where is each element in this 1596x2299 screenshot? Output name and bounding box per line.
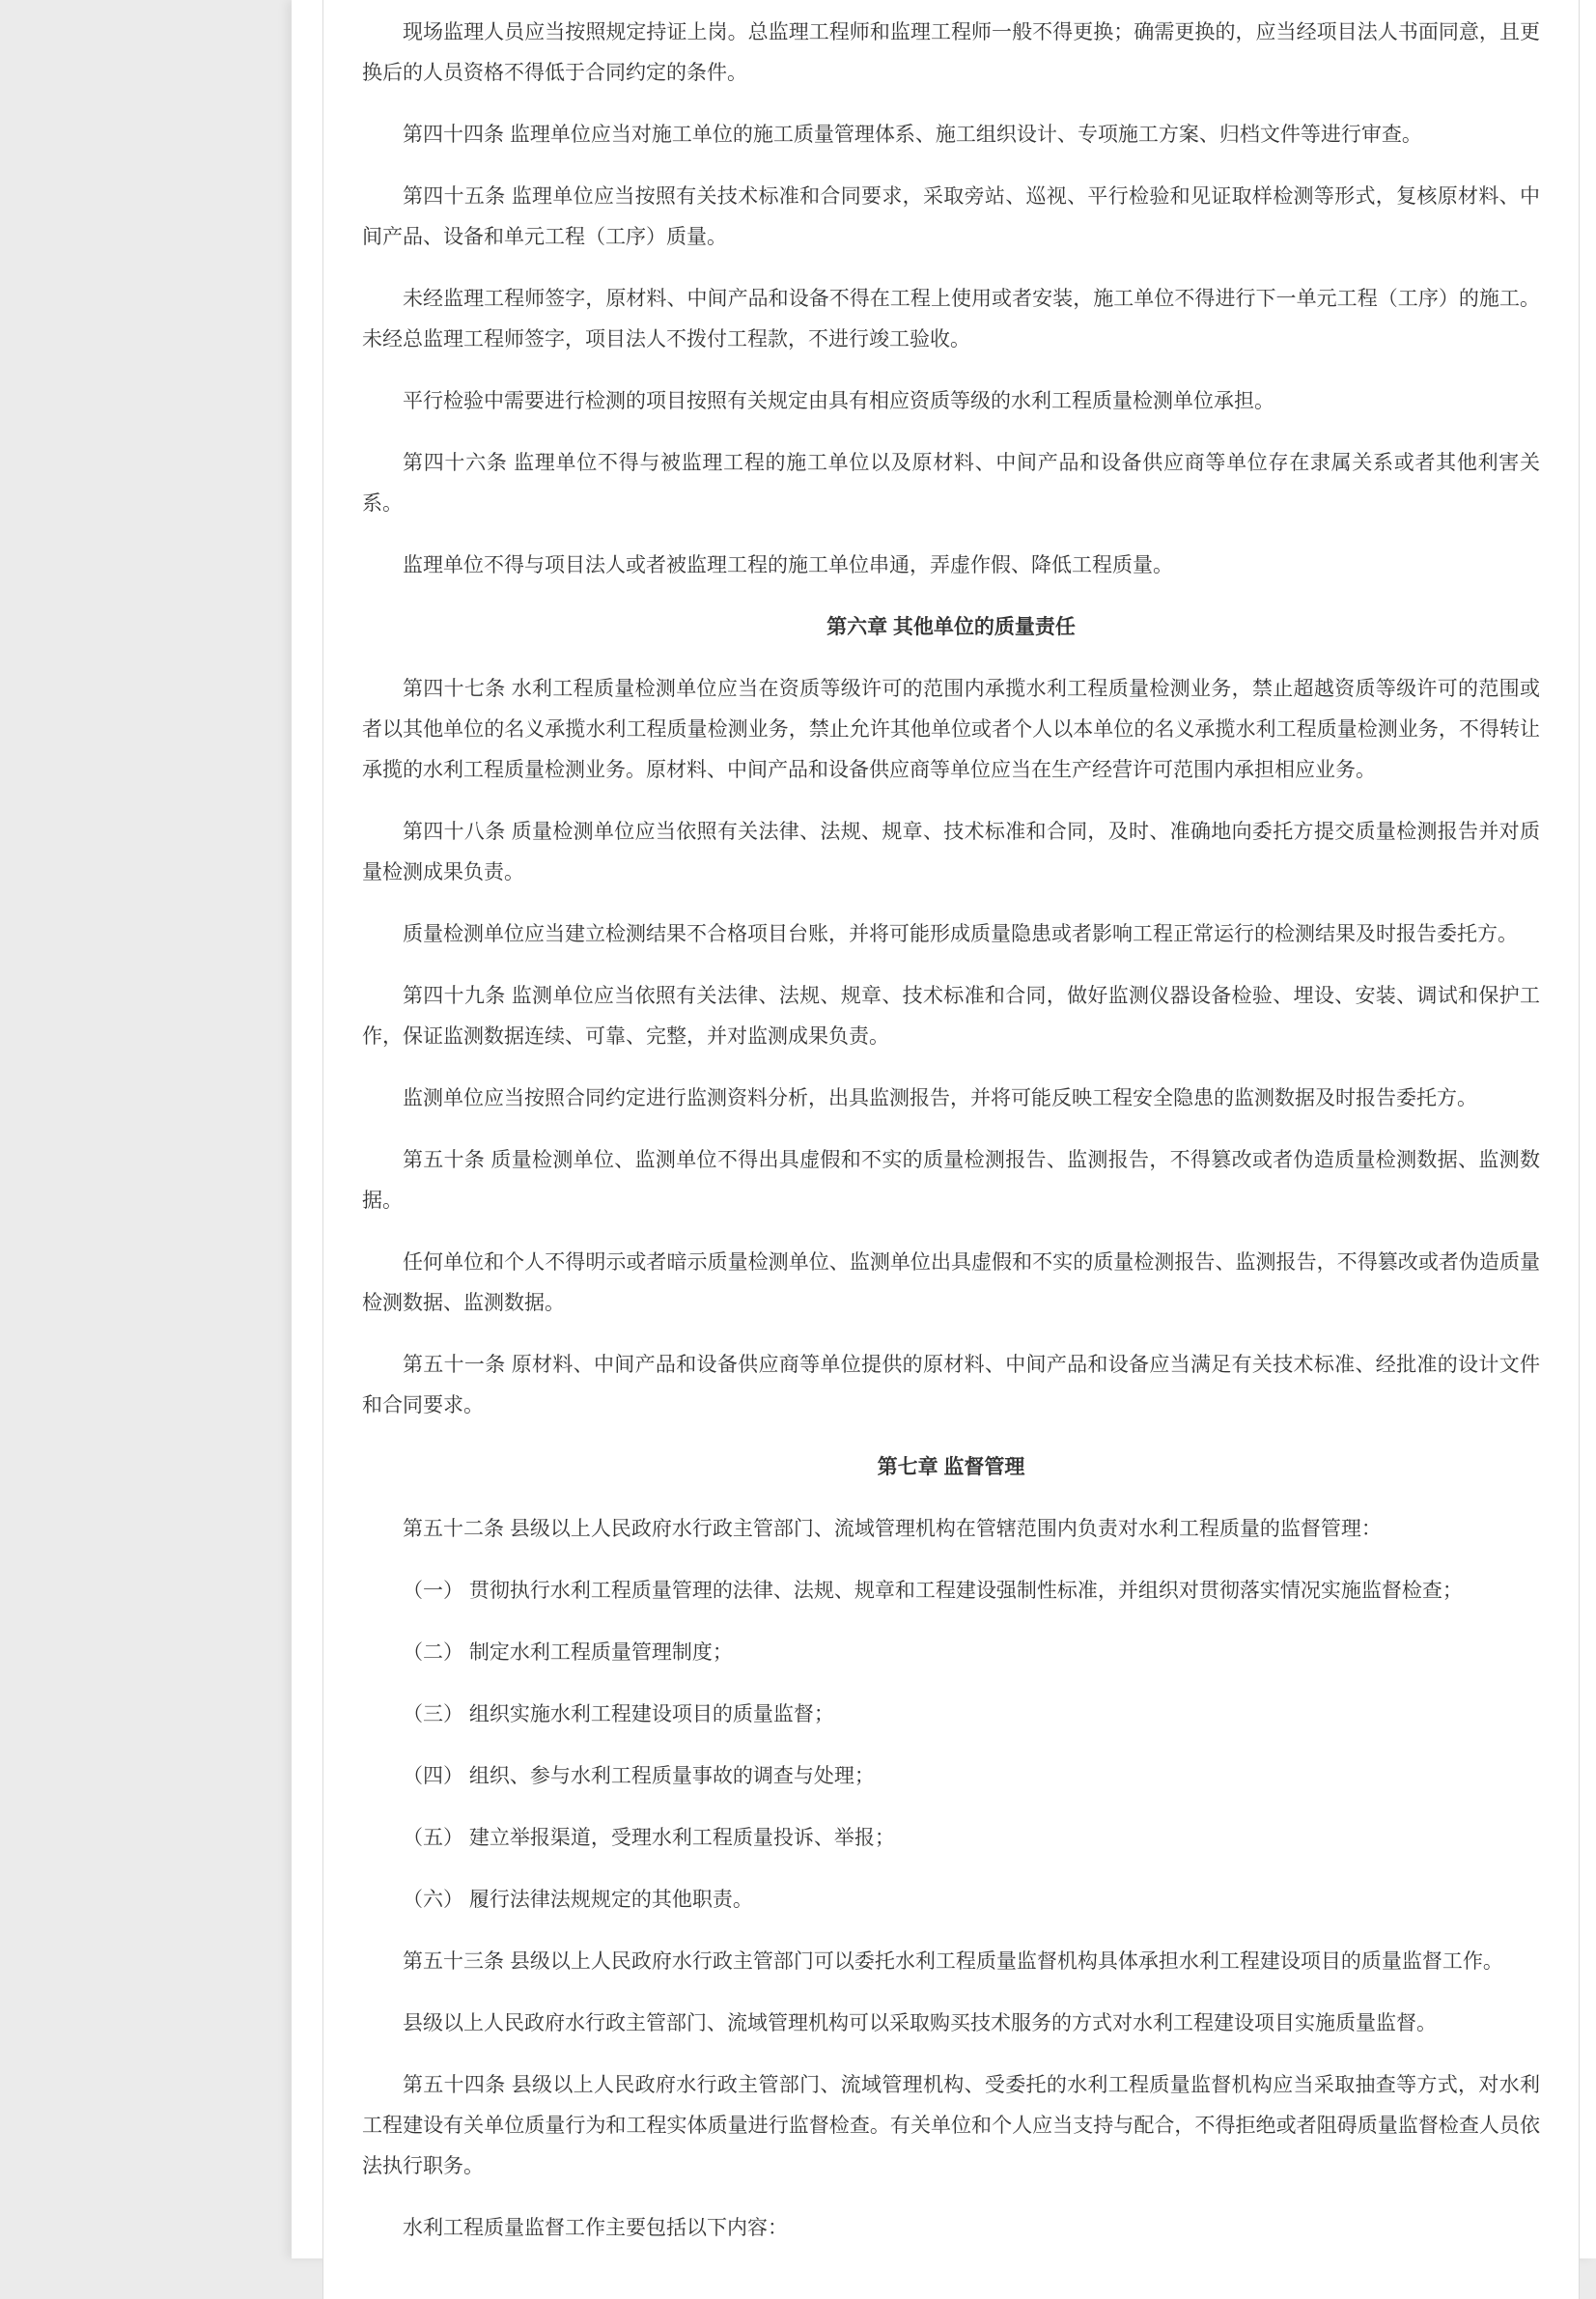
article-paragraph: 监测单位应当按照合同约定进行监测资料分析，出具监测报告，并将可能反映工程安全隐患的监测数据及时报告委托方。	[403, 1087, 1477, 1109]
article-paragraph: 第五十三条 县级以上人民政府水行政主管部门可以委托水利工程质量监督机构具体承担水利工程建设项目的质量监督工作。	[403, 1950, 1503, 1973]
article-paragraph: 任何单位和个人不得明示或者暗示质量检测单位、监测单位出具虚假和不实的质量检测报告、监测报告，不得篡改或者伪造质量检测数据、监测数据。	[362, 1251, 1540, 1314]
article-paragraph: 县级以上人民政府水行政主管部门、流域管理机构可以采取购买技术服务的方式对水利工程建设项目实施质量监督。	[403, 2012, 1437, 2034]
article-paragraph: 现场监理人员应当按照规定持证上岗。总监理工程师和监理工程师一般不得更换；确需更换的，应当经项目法人书面同意，且更换后的人员资格不得低于合同约定的条件。	[362, 21, 1540, 84]
list-item-6: （六） 履行法律法规规定的其他职责。	[403, 1889, 753, 1911]
list-item-3: （三） 组织实施水利工程建设项目的质量监督；	[403, 1703, 834, 1725]
article-paragraph: 质量检测单位应当建立检测结果不合格项目台账，并将可能形成质量隐患或者影响工程正常运行的检测结果及时报告委托方。	[403, 923, 1518, 945]
article-paragraph: 第四十九条 监测单位应当依照有关法律、法规、规章、技术标准和合同，做好监测仪器设备检验、埋设、安装、调试和保护工作，保证监测数据连续、可靠、完整，并对监测成果负责。	[362, 985, 1540, 1048]
article-paragraph: 第四十四条 监理单位应当对施工单位的施工质量管理体系、施工组织设计、专项施工方案、归档文件等进行审查。	[403, 124, 1422, 146]
article-paragraph: 第五十四条 县级以上人民政府水行政主管部门、流域管理机构、受委托的水利工程质量监督机构应当采取抽查等方式，对水利工程建设有关单位质量行为和工程实体质量进行监督检查。有关单位和个人应当支持与配合，不得拒绝或者阻碍质量监督检查人员依法执行职务。	[362, 2074, 1540, 2177]
article-paragraph: 第四十六条 监理单位不得与被监理工程的施工单位以及原材料、中间产品和设备供应商等单位存在隶属关系或者其他利害关系。	[362, 452, 1540, 515]
article-paragraph: 平行检验中需要进行检测的项目按照有关规定由具有相应资质等级的水利工程质量检测单位承担。	[403, 390, 1274, 412]
article-paragraph: 水利工程质量监督工作主要包括以下内容：	[403, 2217, 788, 2239]
chapter-heading-6: 第六章 其他单位的质量责任	[826, 616, 1076, 638]
article-paragraph: 未经监理工程师签字，原材料、中间产品和设备不得在工程上使用或者安装，施工单位不得进行下一单元工程（工序）的施工。未经总监理工程师签字，项目法人不拨付工程款，不进行竣工验收。	[362, 288, 1540, 350]
article-paragraph: 第四十五条 监理单位应当按照有关技术标准和合同要求，采取旁站、巡视、平行检验和见证取样检测等形式，复核原材料、中间产品、设备和单元工程（工序）质量。	[362, 185, 1540, 248]
article-paragraph: 第四十八条 质量检测单位应当依照有关法律、法规、规章、技术标准和合同，及时、准确地向委托方提交质量检测报告并对质量检测成果负责。	[362, 821, 1540, 883]
chapter-heading-7: 第七章 监督管理	[877, 1456, 1025, 1478]
article-paragraph: 第五十条 质量检测单位、监测单位不得出具虚假和不实的质量检测报告、监测报告，不得篡改或者伪造质量检测数据、监测数据。	[362, 1149, 1540, 1212]
list-item-1: （一） 贯彻执行水利工程质量管理的法律、法规、规章和工程建设强制性标准，并组织对贯彻落实情况实施监督检查；	[403, 1580, 1463, 1602]
content-card	[292, 0, 1596, 2258]
article-paragraph: 第四十七条 水利工程质量检测单位应当在资质等级许可的范围内承揽水利工程质量检测业务，禁止超越资质等级许可的范围或者以其他单位的名义承揽水利工程质量检测业务，禁止允许其他单位或者个人以本单位的名义承揽水利工程质量检测业务，不得转让承揽的水利工程质量检测业务。原材料、中间产品和设备供应商等单位应当在生产经营许可范围内承担相应业务。	[362, 678, 1540, 781]
document-page	[322, 0, 1580, 2299]
list-item-2: （二） 制定水利工程质量管理制度；	[403, 1641, 733, 1664]
article-paragraph: 第五十二条 县级以上人民政府水行政主管部门、流域管理机构在管辖范围内负责对水利工程质量的监督管理：	[403, 1518, 1382, 1540]
list-item-5: （五） 建立举报渠道，受理水利工程质量投诉、举报；	[403, 1827, 895, 1849]
article-paragraph: 第五十一条 原材料、中间产品和设备供应商等单位提供的原材料、中间产品和设备应当满足有关技术标准、经批准的设计文件和合同要求。	[362, 1354, 1540, 1416]
list-item-4: （四） 组织、参与水利工程质量事故的调查与处理；	[403, 1765, 875, 1787]
article-paragraph: 监理单位不得与项目法人或者被监理工程的施工单位串通，弄虚作假、降低工程质量。	[403, 554, 1173, 576]
